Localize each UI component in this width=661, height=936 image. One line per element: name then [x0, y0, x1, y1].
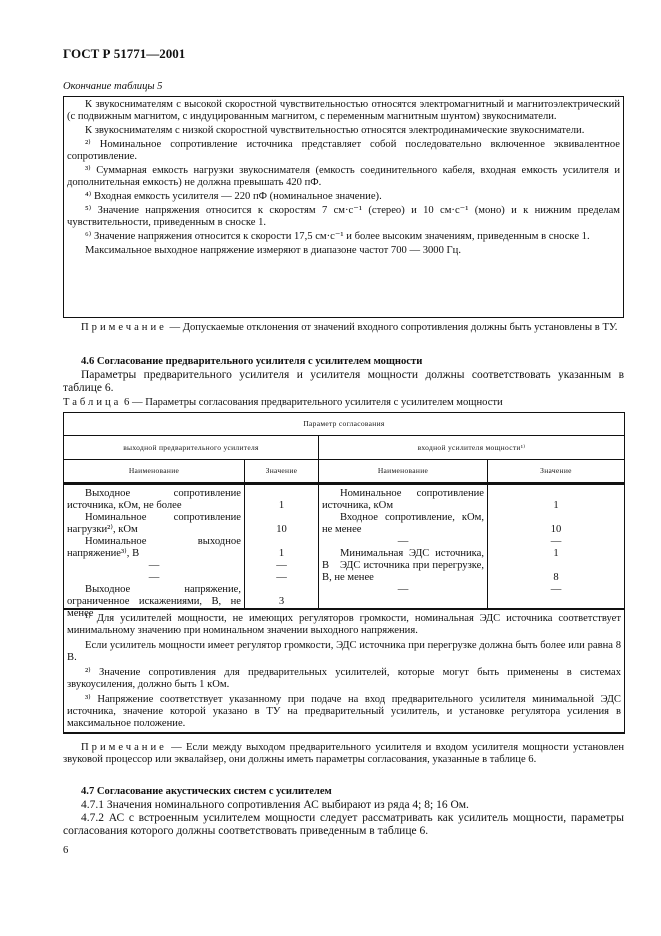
- value-text: 1: [278, 500, 285, 511]
- row-value: [491, 560, 621, 584]
- col-header: Значение: [488, 460, 625, 484]
- row-value: [491, 548, 621, 560]
- footnote: ⁶⁾ Значение напряжения относится к скорости 17,5 см·с⁻¹ и более высоким значениям, приведенным в сноске 1.: [85, 231, 590, 242]
- value-text: 10: [276, 524, 287, 535]
- paragraph: Максимальное выходное напряжение измеряют в диапазоне частот 700 — 3000 Гц.: [85, 245, 461, 256]
- section-heading: 4.6 Согласование предварительного усилителя с усилителем мощности: [81, 356, 423, 367]
- note-label: Примечание: [81, 742, 167, 753]
- footnote: ³⁾ Напряжение соответствует указанному при подаче на вход предварительного усилителя минимальной ЭДС источника, значение которой указано в ТУ на предварительный усилитель, и установке регулятора усиления в максимальное положение.: [67, 694, 621, 729]
- table-header: Параметр согласования: [64, 413, 625, 436]
- row-name: —: [148, 560, 160, 571]
- footnote: ⁴⁾ Входная емкость усилителя — 220 пФ (номинальное значение).: [85, 191, 382, 202]
- row-name: Выходное сопротивление источника, кОм, не более: [67, 488, 241, 511]
- group-header-right: входной усилителя мощности¹⁾: [319, 436, 625, 460]
- row-name: —: [397, 536, 409, 547]
- footnote: ¹⁾ Для усилителей мощности, не имеющих регуляторов громкости, номинальная ЭДС источника соответствует минимальному значению при номинальном значении выходного напряжения.: [67, 613, 621, 636]
- value-text: —: [550, 584, 562, 595]
- paragraph: К звукоснимателям с низкой скоростной чувствительностью относятся электродинамические звукосниматели.: [85, 125, 585, 136]
- row-value: [248, 584, 315, 608]
- paragraph: 4.7.2 АС с встроенным усилителем мощности следует рассматривать как усилитель мощности, параметры согласования которого должны соответствовать приведенным в таблице 6.: [63, 812, 624, 837]
- row-value: [491, 536, 621, 548]
- table-caption: Окончание таблицы 5: [63, 81, 163, 92]
- value-text: 8: [553, 572, 559, 583]
- col-header: Наименование: [319, 460, 488, 484]
- value-text: —: [276, 560, 287, 571]
- note: [63, 742, 624, 766]
- table-footnotes: [64, 609, 625, 733]
- value-text: 10: [550, 524, 562, 535]
- group-header-left: выходной предварительного усилителя: [64, 436, 319, 460]
- paragraph: К звукоснимателям с высокой скоростной чувствительностью относятся электромагнитный и магнитоэлектрический (с подвижным магнитом, с индуцированным магнитом, с переменным магнитным шунтом) звукосниматели.: [67, 99, 620, 122]
- value-text: —: [550, 536, 562, 547]
- footnote: ²⁾ Номинальное сопротивление источника представляет собой последовательно включенное эквивалентное сопротивление.: [67, 139, 620, 162]
- row-name: ЭДС источника при перегрузке, В, не менее: [322, 560, 484, 583]
- value-text: 1: [553, 548, 559, 559]
- value-text: 1: [553, 500, 559, 511]
- row-name: Номинальное выходное напряжение³⁾, В: [67, 536, 241, 559]
- value-text: 1: [278, 548, 285, 559]
- footnote: ²⁾ Значение сопротивления для предварительных усилителей, которые могут быть применены в системах звукоусиления, должно быть 1 кОм.: [67, 667, 621, 690]
- document-header: ГОСТ Р 51771—2001: [63, 46, 186, 61]
- paragraph: 4.7.1 Значения номинального сопротивления АС выбирают из ряда 4; 8; 16 Ом.: [81, 799, 469, 811]
- row-value: [248, 560, 315, 572]
- page-number: 6: [63, 845, 69, 856]
- row-name: Номинальное сопротивление источника, кОм: [322, 488, 484, 511]
- row-value: [248, 488, 315, 512]
- note: [63, 322, 624, 334]
- note-text: — Допускаемые отклонения от значений входного сопротивления должны быть установлены в ТУ.: [166, 322, 618, 333]
- row-value: [491, 584, 621, 596]
- row-name: Выходное напряжение, ограниченное искажениями, В, не менее: [67, 584, 241, 619]
- value-text: 3: [278, 596, 285, 607]
- row-name: Номинальное сопротивление нагрузки²⁾, кОм: [67, 512, 241, 535]
- row-name: Входное сопротивление, кОм, не менее: [322, 512, 484, 535]
- table6-caption: [63, 397, 624, 409]
- col-header: Наименование: [64, 460, 245, 484]
- footnote: Если усилитель мощности имеет регулятор громкости, ЭДС источника при перегрузке должна быть более или равна 8 В.: [67, 640, 621, 663]
- note-label: Примечание: [81, 322, 167, 333]
- row-value: [491, 488, 621, 512]
- section-heading: 4.7 Согласование акустических систем с усилителем: [81, 786, 332, 797]
- row-value: [248, 572, 315, 584]
- value-text: —: [276, 572, 287, 583]
- table6: [63, 412, 624, 734]
- row-name: Минимальная ЭДС источника, В: [322, 548, 484, 571]
- note-text: — Если между выходом предварительного усилителя и входом усилителя мощности установлен звуковой процессор или эквалайзер, они должны иметь параметры согласования, указанные в таблице 6.: [63, 742, 624, 765]
- row-value: [491, 512, 621, 536]
- caption-label: Таблица: [63, 397, 122, 408]
- caption-text: 6 — Параметры согласования предварительного усилителя с усилителем мощности: [121, 397, 503, 408]
- section-text: Параметры предварительного усилителя и усилителя мощности должны соответствовать указанным в таблице 6.: [63, 369, 624, 394]
- row-value: [248, 512, 315, 536]
- row-value: [248, 536, 315, 560]
- table5-continuation: [63, 96, 624, 318]
- row-name: —: [397, 584, 409, 595]
- footnote: ⁵⁾ Значение напряжения относится к скоростям 7 см·с⁻¹ (стерео) и 10 см·с⁻¹ (моно) и к нижним пределам чувствительности, приведенным в сноске 1.: [67, 205, 620, 228]
- section-text: [63, 799, 624, 838]
- col-header: Значение: [245, 460, 319, 484]
- footnote: ³⁾ Суммарная емкость нагрузки звукоснимателя (емкость соединительного кабеля, входная емкость усилителя и дополнительная емкость) не должна превышать 420 пФ.: [67, 165, 620, 188]
- row-name: —: [148, 572, 160, 583]
